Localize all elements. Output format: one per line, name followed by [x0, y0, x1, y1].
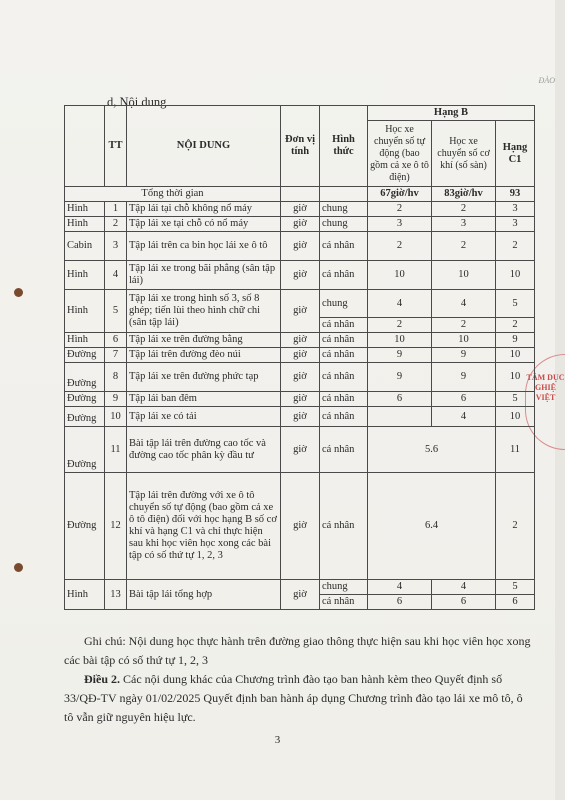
table-cell: giờ: [281, 202, 320, 217]
table-row: [65, 348, 535, 363]
table-cell: 1: [105, 202, 127, 217]
table-cell: 2: [496, 473, 535, 580]
table-cell: 2: [496, 318, 535, 333]
table-row: [65, 290, 535, 318]
table-cell: Hình: [65, 290, 105, 333]
table-cell: Cabin: [65, 232, 105, 261]
table-cell: 10: [105, 407, 127, 427]
table-cell: 10: [496, 407, 535, 427]
table-cell: 10: [368, 261, 432, 290]
punch-hole: [14, 563, 23, 572]
table-cell: [320, 187, 368, 202]
table-cell: cá nhân: [320, 232, 368, 261]
section-title: d, Nội dung: [107, 95, 167, 109]
table-cell: Tập lái xe trong bãi phẳng (sân tập lái): [127, 261, 281, 290]
table-cell: 2: [105, 217, 127, 232]
table-cell: cá nhân: [320, 407, 368, 427]
table-cell: 4: [432, 407, 496, 427]
dieu-2-label: Điều 2.: [84, 672, 120, 686]
page-number: 3: [274, 734, 281, 746]
table-row: [65, 202, 535, 217]
col-header-c1: Hạng C1: [496, 121, 535, 187]
table-cell: [281, 187, 320, 202]
table-cell: 9: [432, 348, 496, 363]
table-row: [65, 333, 535, 348]
dieu-2-paragraph: [64, 670, 534, 727]
table-cell: 2: [368, 232, 432, 261]
table-cell: giờ: [281, 473, 320, 580]
table-row: [65, 217, 535, 232]
table-cell: 7: [105, 348, 127, 363]
table-cell: 6: [105, 333, 127, 348]
dieu-2-text: Các nội dung khác của Chương trình đào tạo ban hành kèm theo Quyết định số 33/QĐ-TV ngày 01/02/2025 Quyết định ban hành áp dụng Chương trình đào tạo lái xe mô tô, ô tô vẫn giữ nguyên hiệu lực.: [64, 672, 523, 724]
table-cell: 6: [432, 392, 496, 407]
table-cell: 12: [105, 473, 127, 580]
red-stamp: TÂM DỤC GHIỆ VIỆT: [525, 354, 565, 450]
table-cell: 5: [496, 392, 535, 407]
table-cell: giờ: [281, 333, 320, 348]
table-cell: cá nhân: [320, 318, 368, 333]
table-cell: cá nhân: [320, 363, 368, 392]
table-cell: 5.6: [368, 427, 496, 473]
table-cell: 11: [105, 427, 127, 473]
table-cell: 6: [368, 392, 432, 407]
table-cell: 4: [368, 580, 432, 595]
table-cell: 2: [432, 232, 496, 261]
table-cell: Tập lái tại chỗ không nổ máy: [127, 202, 281, 217]
table-cell: cá nhân: [320, 473, 368, 580]
col-header-hinh-thuc: Hình thức: [320, 106, 368, 187]
table-cell: 10: [496, 363, 535, 392]
table-cell: 10: [496, 261, 535, 290]
table-cell: 4: [368, 290, 432, 318]
col-header-don-vi: Đơn vị tính: [281, 106, 320, 187]
total-c1: 93: [496, 187, 535, 202]
table-cell: 5: [496, 290, 535, 318]
table-cell: 4: [432, 290, 496, 318]
table-cell: 2: [368, 318, 432, 333]
table-cell: Tập lái trên ca bin học lái xe ô tô: [127, 232, 281, 261]
table-cell: cá nhân: [320, 595, 368, 610]
table-cell: Tập lái xe trong hình số 3, số 8 ghép; tiến lùi theo hình chữ chi (sân tập lái): [127, 290, 281, 333]
table-row: [65, 232, 535, 261]
table-cell: [368, 407, 432, 427]
table-cell: 10: [368, 333, 432, 348]
table-cell: 3: [432, 217, 496, 232]
table-cell: Tập lái xe trên đường phức tạp: [127, 363, 281, 392]
col-header-b-co-khi: Học xe chuyển số cơ khí (số sàn): [432, 121, 496, 187]
table-cell: chung: [320, 290, 368, 318]
table-cell: Bài tập lái tổng hợp: [127, 580, 281, 610]
table-cell: giờ: [281, 217, 320, 232]
table-cell: giờ: [281, 392, 320, 407]
table-cell: giờ: [281, 261, 320, 290]
table-cell: 8: [105, 363, 127, 392]
table-cell: 9: [496, 333, 535, 348]
col-header-b-tu-dong: Học xe chuyển số tự động (bao gồm cả xe ô tô điện): [368, 121, 432, 187]
table-cell: cá nhân: [320, 348, 368, 363]
table-cell: 10: [496, 348, 535, 363]
table-cell: Đường: [65, 427, 105, 473]
table-cell: Tập lái trên đường đèo núi: [127, 348, 281, 363]
table-cell: [65, 106, 105, 187]
watermark-text: ĐÀO: [538, 76, 555, 85]
table-cell: chung: [320, 217, 368, 232]
table-cell: Hình: [65, 333, 105, 348]
col-header-hang-b: Hạng B: [368, 106, 535, 121]
table-cell: chung: [320, 202, 368, 217]
table-cell: 10: [432, 333, 496, 348]
ghi-chu-note: Ghi chú: Nội dung học thực hành trên đường giao thông thực hiện sau khi học viên học xong các bài tập có số thứ tự 1, 2, 3: [64, 634, 531, 667]
table-cell: 9: [105, 392, 127, 407]
table-cell: 5: [496, 580, 535, 595]
table-cell: 3: [496, 202, 535, 217]
table-row: [65, 407, 535, 427]
table-cell: Hình: [65, 217, 105, 232]
table-row: [65, 580, 535, 595]
table-cell: Tập lái trên đường với xe ô tô chuyển số tự động (bao gồm cả xe ô tô điện) đối với học hạng B số cơ khí và hạng C1 và chỉ thực hiện sau khi học viên học xong các bài tập có số thứ tự 1, 2, 3: [127, 473, 281, 580]
table-cell: 9: [368, 363, 432, 392]
training-content-table: [64, 105, 535, 610]
table-cell: giờ: [281, 290, 320, 333]
table-cell: Hình: [65, 202, 105, 217]
table-cell: Đường: [65, 473, 105, 580]
table-cell: Đường: [65, 348, 105, 363]
table-cell: Tập lái xe có tải: [127, 407, 281, 427]
table-cell: cá nhân: [320, 261, 368, 290]
table-cell: Bài tập lái trên đường cao tốc và đường cao tốc phân kỳ đầu tư: [127, 427, 281, 473]
table-cell: Hình: [65, 261, 105, 290]
table-cell: 3: [105, 232, 127, 261]
total-b-auto: 67giờ/hv: [368, 187, 432, 202]
table-cell: 2: [432, 202, 496, 217]
table-row: [65, 427, 535, 473]
table-cell: Đường: [65, 392, 105, 407]
total-label: Tổng thời gian: [65, 187, 281, 202]
table-cell: Tập lái xe trên đường bằng: [127, 333, 281, 348]
table-cell: 6: [368, 595, 432, 610]
table-cell: Tập lái xe tại chỗ có nổ máy: [127, 217, 281, 232]
table-cell: Đường: [65, 407, 105, 427]
table-cell: cá nhân: [320, 427, 368, 473]
punch-hole: [14, 288, 23, 297]
table-row: [65, 261, 535, 290]
table-cell: 6.4: [368, 473, 496, 580]
table-cell: giờ: [281, 427, 320, 473]
table-cell: 2: [496, 232, 535, 261]
notes-section: [64, 632, 534, 727]
table-cell: 13: [105, 580, 127, 610]
total-b-manual: 83giờ/hv: [432, 187, 496, 202]
col-header-noi-dung: NỘI DUNG: [127, 106, 281, 187]
table-row: [65, 392, 535, 407]
table-cell: 5: [105, 290, 127, 333]
table-cell: 6: [432, 595, 496, 610]
table-cell: 11: [496, 427, 535, 473]
table-cell: giờ: [281, 232, 320, 261]
table-cell: giờ: [281, 407, 320, 427]
table-cell: 6: [496, 595, 535, 610]
table-cell: cá nhân: [320, 333, 368, 348]
table-cell: 4: [432, 580, 496, 595]
table-cell: cá nhân: [320, 392, 368, 407]
table-cell: 2: [432, 318, 496, 333]
table-cell: 3: [496, 217, 535, 232]
table-cell: 4: [105, 261, 127, 290]
table-cell: Đường: [65, 363, 105, 392]
table-cell: 2: [368, 202, 432, 217]
table-cell: chung: [320, 580, 368, 595]
table-row: [65, 473, 535, 580]
table-cell: giờ: [281, 363, 320, 392]
table-cell: giờ: [281, 348, 320, 363]
table-cell: Tập lái ban đêm: [127, 392, 281, 407]
table-cell: 3: [368, 217, 432, 232]
table-cell: Hình: [65, 580, 105, 610]
table-cell: giờ: [281, 580, 320, 610]
table-cell: 9: [432, 363, 496, 392]
table-cell: 9: [368, 348, 432, 363]
col-header-tt: TT: [105, 106, 127, 187]
table-row: [65, 363, 535, 392]
table-cell: 10: [432, 261, 496, 290]
